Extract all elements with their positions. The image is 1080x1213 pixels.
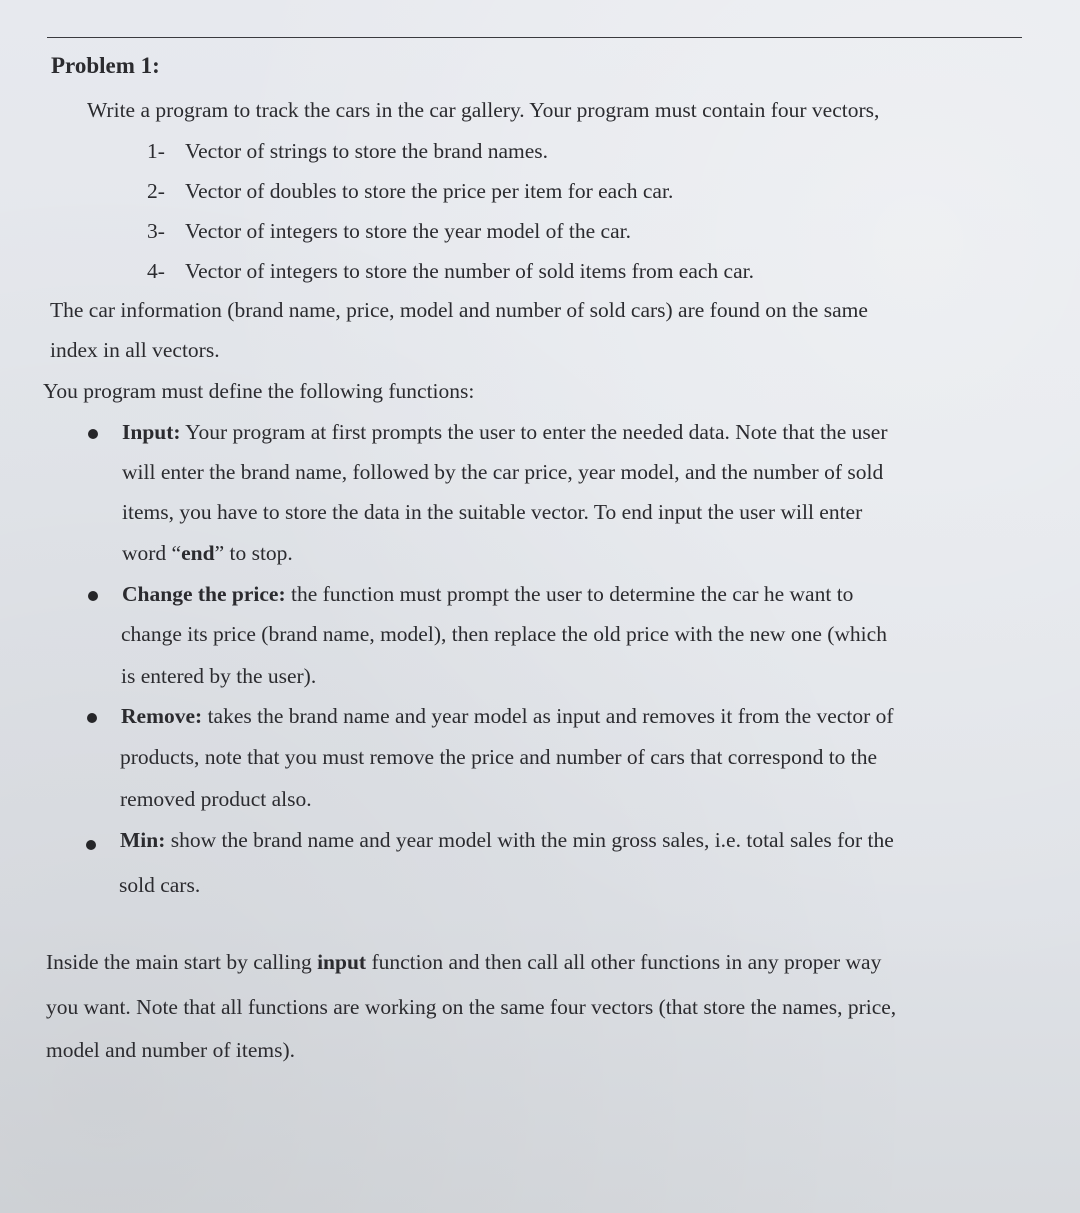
function-change-price-line-3: is entered by the user). <box>121 664 317 688</box>
function-input-line-4 <box>122 543 293 565</box>
vector-item-number: 1- <box>147 139 165 163</box>
function-title: Min: <box>120 828 166 852</box>
function-text: the function must prompt the user to determine the car he want to <box>285 582 854 606</box>
problem-heading: Problem 1: <box>51 53 160 78</box>
main-text-line-3: model and number of items). <box>46 1038 295 1062</box>
input-keyword: input <box>317 950 367 974</box>
function-remove-line-3: removed product also. <box>120 787 312 811</box>
vector-item-text: Vector of doubles to store the price per item for each car. <box>185 179 674 203</box>
function-title: Change the price: <box>122 582 286 606</box>
function-remove-line-1 <box>121 706 894 728</box>
vector-item-1 <box>147 141 548 163</box>
vector-item-4 <box>147 261 754 283</box>
function-min-line-2: sold cars. <box>119 873 201 897</box>
function-title: Input: <box>122 420 181 444</box>
main-text-line-1 <box>46 952 881 974</box>
function-text: show the brand name and year model with the min gross sales, i.e. total sales for the <box>165 828 894 852</box>
vector-item-3 <box>147 221 631 243</box>
vector-item-text: Vector of integers to store the year model of the car. <box>185 219 631 243</box>
bullet-icon <box>87 713 97 723</box>
function-min-line-1 <box>120 830 894 852</box>
top-rule <box>47 37 1022 38</box>
function-remove-line-2: products, note that you must remove the price and number of cars that correspond to the <box>120 745 878 769</box>
vector-item-2 <box>147 181 673 203</box>
end-keyword: end <box>181 541 215 565</box>
main-text: function and then call all other functions in any proper way <box>366 950 882 974</box>
main-text-line-2: you want. Note that all functions are working on the same four vectors (that store the names, price, <box>46 995 897 1019</box>
function-text: Your program at first prompts the user to enter the needed data. Note that the user <box>180 420 888 444</box>
function-text: ” to stop. <box>214 541 293 565</box>
vector-item-number: 4- <box>147 259 165 283</box>
intro-text: Write a program to track the cars in the car gallery. Your program must contain four vectors, <box>87 98 880 122</box>
function-input-line-3: items, you have to store the data in the suitable vector. To end input the user will enter <box>122 500 863 524</box>
functions-intro: You program must define the following functions: <box>43 379 475 403</box>
function-change-price-line-1 <box>122 584 853 606</box>
main-text: Inside the main start by calling <box>46 950 318 974</box>
function-text: takes the brand name and year model as input and removes it from the vector of <box>202 704 894 728</box>
function-input-line-1 <box>122 422 887 444</box>
bullet-icon <box>88 591 98 601</box>
function-change-price-line-2: change its price (brand name, model), then replace the old price with the new one (which <box>121 622 887 646</box>
info-text-line-2: index in all vectors. <box>50 338 220 362</box>
vector-item-text: Vector of integers to store the number of sold items from each car. <box>185 259 754 283</box>
function-title: Remove: <box>121 704 203 728</box>
function-input-line-2: will enter the brand name, followed by the car price, year model, and the number of sold <box>122 460 884 484</box>
vector-item-number: 2- <box>147 179 165 203</box>
info-text-line-1: The car information (brand name, price, model and number of sold cars) are found on the same <box>50 298 868 322</box>
bullet-icon <box>88 429 98 439</box>
bullet-icon <box>86 840 96 850</box>
vector-item-text: Vector of strings to store the brand names. <box>185 139 549 163</box>
function-text: word “ <box>122 541 182 565</box>
vector-item-number: 3- <box>147 219 165 243</box>
